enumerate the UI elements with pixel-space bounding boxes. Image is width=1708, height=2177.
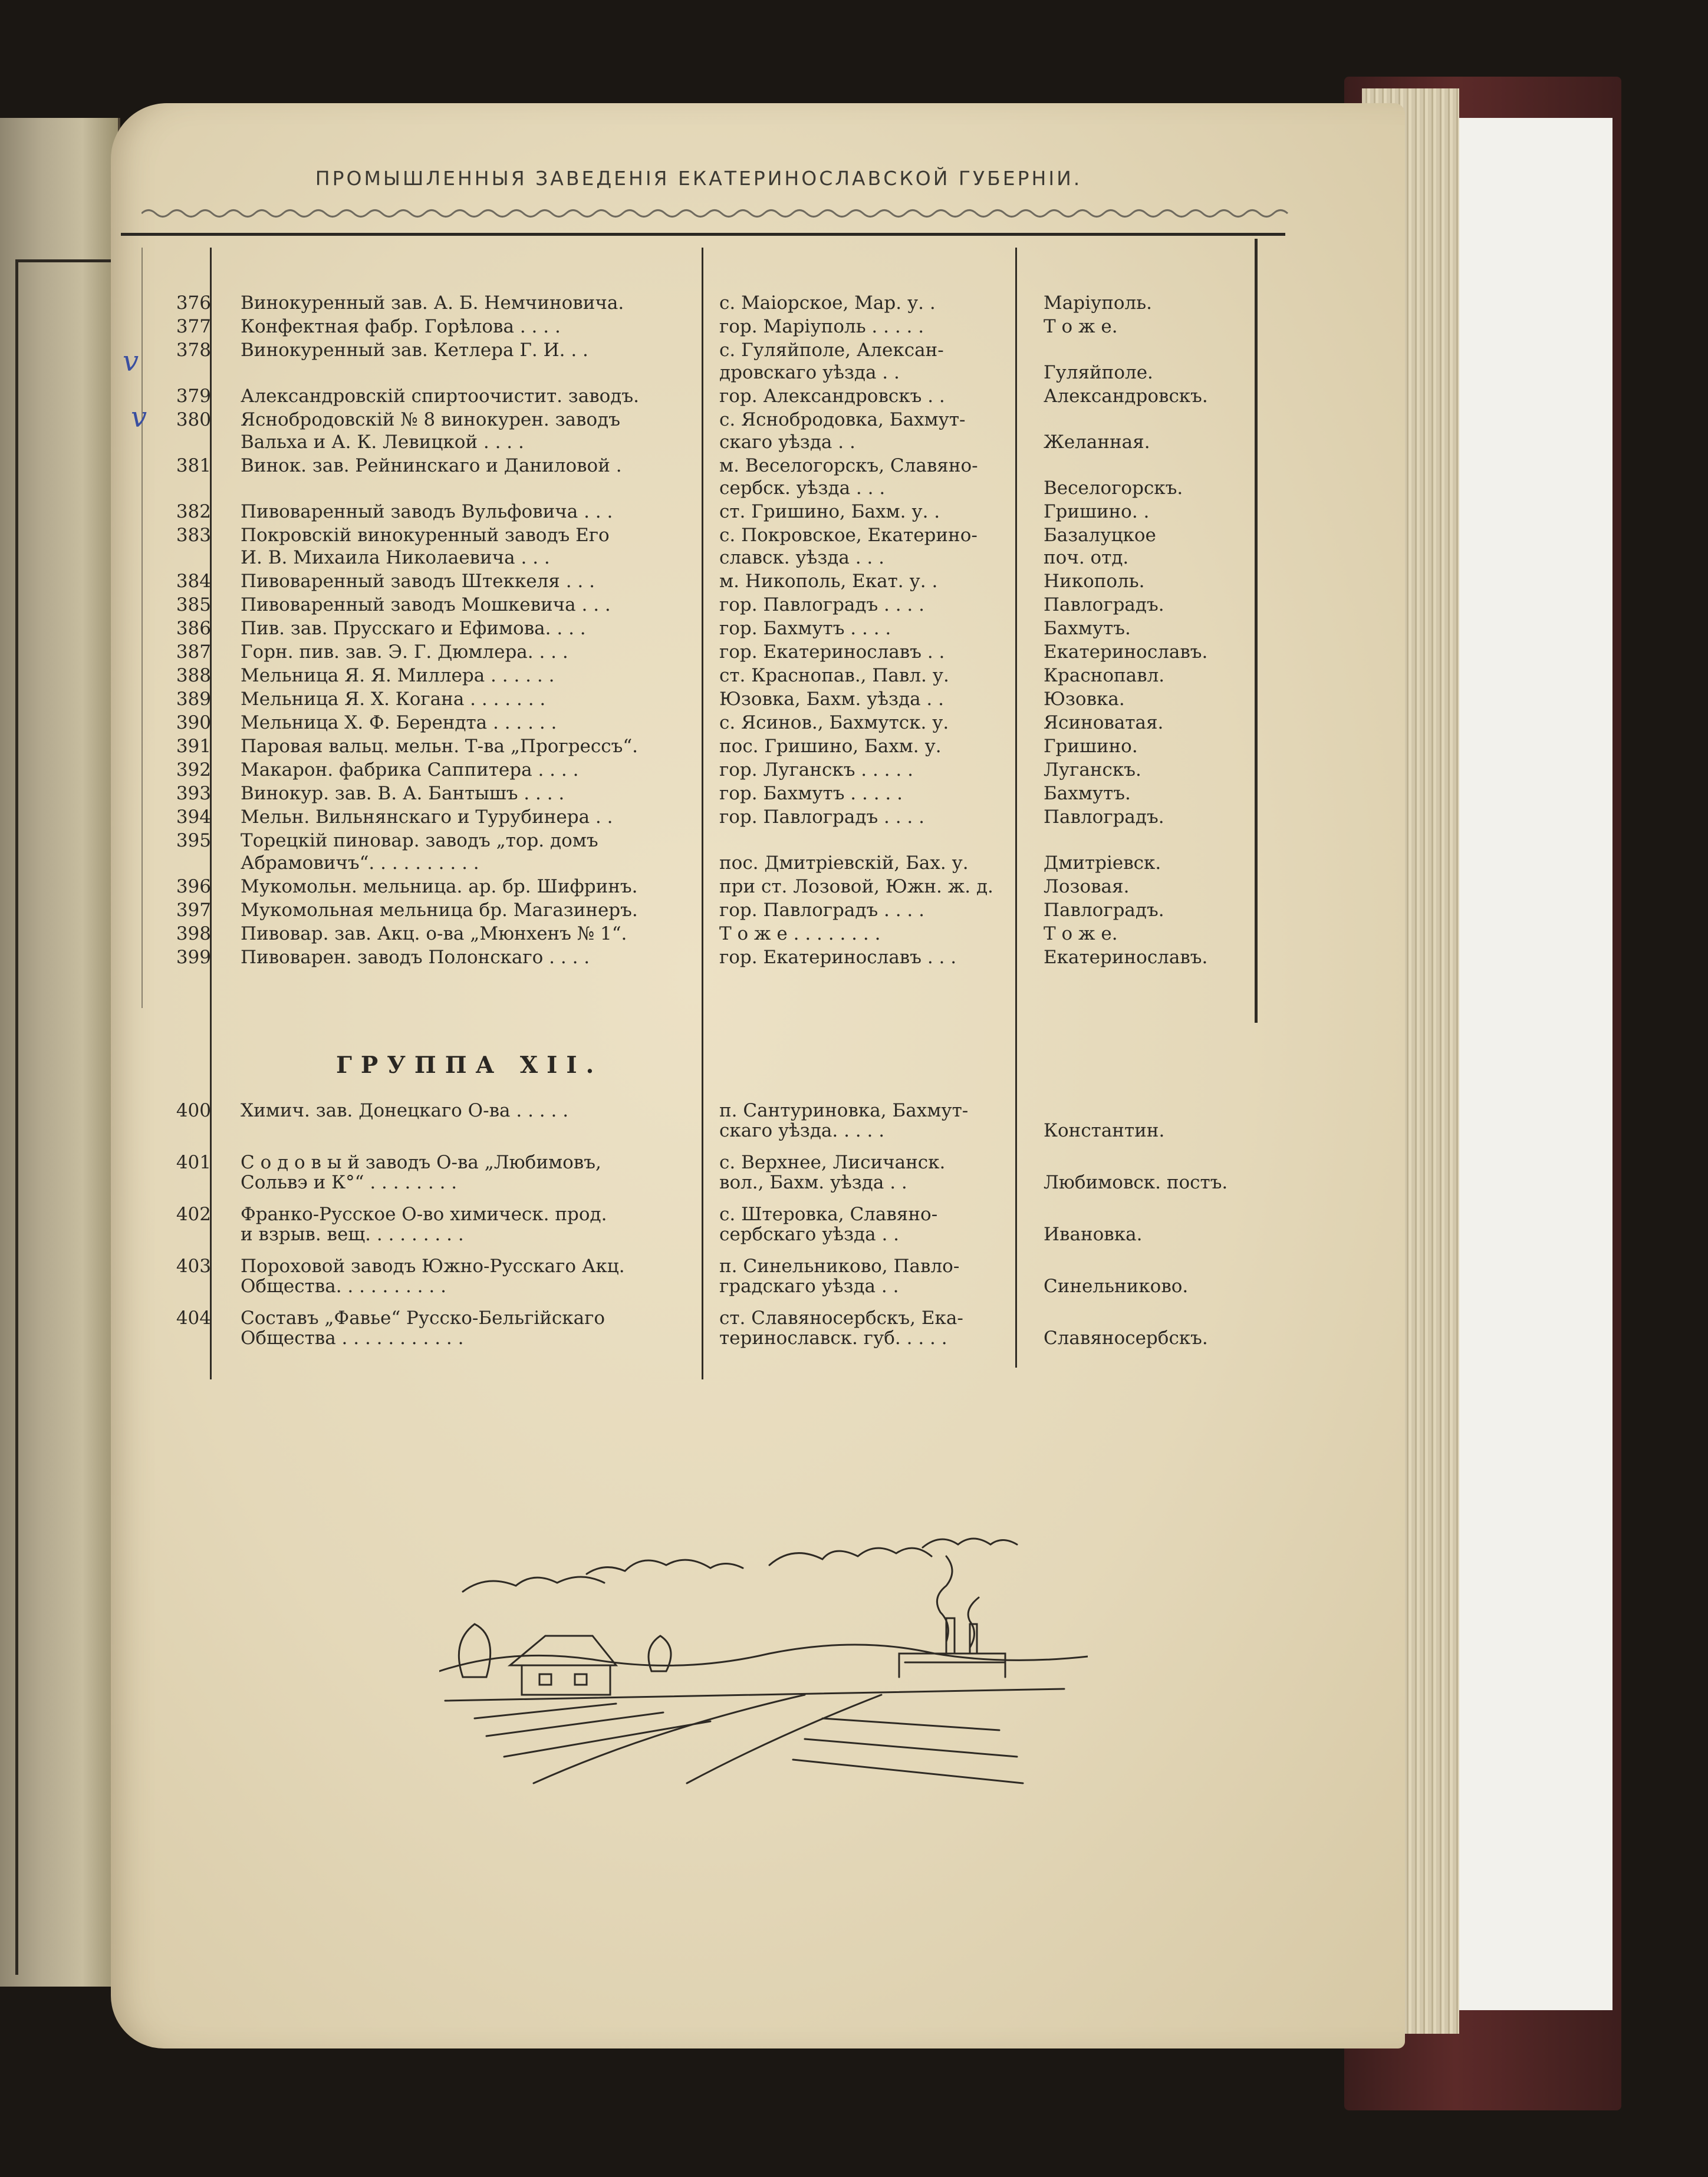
establishment-name: Мельница Х. Ф. Берендта . . . . . . <box>241 712 557 733</box>
entry-number: 393 <box>176 783 211 804</box>
establishment-location: с. Маіорское, Мар. у. . <box>719 292 936 314</box>
entry-number: 378 <box>176 340 211 361</box>
establishment-location: ст. Гришино, Бахм. у. . <box>719 501 940 522</box>
establishment-location: гор. Екатеринославъ . . <box>719 641 945 663</box>
establishment-location: с. Ясинов., Бахмутск. у. <box>719 712 949 733</box>
establishment-location: гор. Луганскъ . . . . . <box>719 759 913 780</box>
establishment-location: градскаго уѣзда . . <box>719 1276 899 1297</box>
left-page-edge <box>0 118 120 1987</box>
group-heading: ГРУППА XII. <box>336 1052 603 1079</box>
establishment-name: и взрыв. вещ. . . . . . . . . <box>241 1224 464 1245</box>
railway-station: поч. отд. <box>1044 547 1129 568</box>
railway-station: Павлоградъ. <box>1044 900 1164 921</box>
establishment-location: при ст. Лозовой, Южн. ж. д. <box>719 876 993 897</box>
establishment-location: с. Штеровка, Славяно- <box>719 1204 938 1225</box>
establishment-location: гор. Павлоградъ . . . . <box>719 900 924 921</box>
establishment-location: п. Сантуриновка, Бахмут- <box>719 1100 969 1121</box>
railway-station: Желанная. <box>1044 432 1150 453</box>
establishment-name: Мельница Я. Х. Когана . . . . . . . <box>241 689 546 710</box>
ornamental-rule <box>141 203 1291 223</box>
entry-number: 401 <box>176 1152 211 1173</box>
entry-number: 402 <box>176 1204 211 1225</box>
establishment-name: Франко-Русское О-во химическ. прод. <box>241 1204 607 1225</box>
establishment-name: Александровскій спиртоочистит. заводъ. <box>241 386 639 407</box>
establishment-location: скаго уѣзда. . . . . <box>719 1120 885 1141</box>
establishment-location: м. Никополь, Екат. у. . <box>719 571 938 592</box>
pencil-mark: v <box>123 345 139 378</box>
running-header: ПРОМЫШЛЕННЫЯ ЗАВЕДЕНІЯ ЕКАТЕРИНОСЛАВСКОЙ ГУБЕРНІИ. <box>315 167 1082 190</box>
establishment-name: Винок. зав. Рейнинскаго и Даниловой . <box>241 455 622 476</box>
establishment-location: гор. Бахмутъ . . . . . <box>719 783 903 804</box>
establishment-name: Химич. зав. Донецкаго О-ва . . . . . <box>241 1100 569 1121</box>
railway-station: Екатеринославъ. <box>1044 641 1208 663</box>
establishment-name: Пивоваренный заводъ Штеккеля . . . <box>241 571 595 592</box>
table-top-rule <box>121 233 1285 236</box>
railway-station: Бахмутъ. <box>1044 618 1131 639</box>
entry-number: 390 <box>176 712 211 733</box>
establishment-location: ст. Краснопав., Павл. у. <box>719 665 949 686</box>
establishment-location: теринославск. губ. . . . . <box>719 1328 947 1349</box>
establishment-location: с. Гуляйполе, Алексан- <box>719 340 944 361</box>
establishment-name: Общества . . . . . . . . . . . <box>241 1328 464 1349</box>
establishment-name: Покровскій винокуренный заводъ Его <box>241 525 610 546</box>
establishment-location: гор. Екатеринославъ . . . <box>719 947 957 968</box>
column-rule-name <box>702 248 703 1379</box>
entry-number: 400 <box>176 1100 211 1121</box>
entry-number: 403 <box>176 1256 211 1277</box>
establishment-name: Общества. . . . . . . . . . <box>241 1276 446 1297</box>
establishment-location: гор. Павлоградъ . . . . <box>719 806 924 828</box>
establishment-name: Пивоварен. заводъ Полонскаго . . . . <box>241 947 590 968</box>
entry-number: 381 <box>176 455 211 476</box>
entry-number: 388 <box>176 665 211 686</box>
establishment-name: Торецкій пиновар. заводъ „тор. домъ <box>241 830 598 851</box>
entry-number: 384 <box>176 571 211 592</box>
establishment-location: с. Яснобродовка, Бахмут- <box>719 409 966 430</box>
entry-number: 399 <box>176 947 211 968</box>
entry-number: 398 <box>176 923 211 944</box>
entry-number: 395 <box>176 830 211 851</box>
entry-number: 380 <box>176 409 211 430</box>
railway-station: Юзовка. <box>1044 689 1125 710</box>
railway-station: Синельниково. <box>1044 1276 1189 1297</box>
establishment-name: Макарон. фабрика Саппитера . . . . <box>241 759 579 780</box>
establishment-location: дровскаго уѣзда . . <box>719 362 900 383</box>
railway-station: Никополь. <box>1044 571 1145 592</box>
establishment-name: Составъ „Фавье“ Русско-Бельгійскаго <box>241 1307 605 1329</box>
railway-station: Ивановка. <box>1044 1224 1143 1245</box>
establishment-name: Винокур. зав. В. А. Бантышъ . . . . <box>241 783 565 804</box>
establishment-location: п. Синельниково, Павло- <box>719 1256 960 1277</box>
railway-station: Веселогорскъ. <box>1044 477 1183 499</box>
column-rule-left-edge <box>141 248 143 1008</box>
entry-number: 404 <box>176 1307 211 1329</box>
entry-number: 376 <box>176 292 211 314</box>
establishment-name: Конфектная фабр. Горѣлова . . . . <box>241 316 561 337</box>
establishment-location: с. Верхнее, Лисичанск. <box>719 1152 946 1173</box>
establishment-name: Пивоваренный заводъ Вульфовича . . . <box>241 501 613 522</box>
entry-number: 396 <box>176 876 211 897</box>
establishment-name: Винокуренный зав. А. Б. Немчиновича. <box>241 292 624 314</box>
establishment-location: вол., Бахм. уѣзда . . <box>719 1172 907 1193</box>
establishment-location: гор. Павлоградъ . . . . <box>719 594 924 615</box>
establishment-location: скаго уѣзда . . <box>719 432 855 453</box>
railway-station: Павлоградъ. <box>1044 594 1164 615</box>
railway-station: Лозовая. <box>1044 876 1130 897</box>
establishment-name: Пив. зав. Прусскаго и Ефимова. . . . <box>241 618 586 639</box>
entry-number: 389 <box>176 689 211 710</box>
establishment-location: гор. Бахмутъ . . . . <box>719 618 891 639</box>
railway-station: Екатеринославъ. <box>1044 947 1208 968</box>
establishment-name: Вальха и А. К. Левицкой . . . . <box>241 432 524 453</box>
railway-station: Павлоградъ. <box>1044 806 1164 828</box>
establishment-location: гор. Маріуполь . . . . . <box>719 316 924 337</box>
railway-station: Гуляйполе. <box>1044 362 1153 383</box>
establishment-location: сербскаго уѣзда . . <box>719 1224 900 1245</box>
entry-number: 382 <box>176 501 211 522</box>
railway-station: Т о ж е. <box>1044 316 1118 337</box>
establishment-location: Т о ж е . . . . . . . . <box>719 923 881 944</box>
establishment-location: пос. Гришино, Бахм. у. <box>719 736 942 757</box>
entry-number: 391 <box>176 736 211 757</box>
entry-number: 385 <box>176 594 211 615</box>
railway-station: Маріуполь. <box>1044 292 1152 314</box>
railway-station: Базалуцкое <box>1044 525 1156 546</box>
entry-number: 386 <box>176 618 211 639</box>
establishment-location: славск. уѣзда . . . <box>719 547 884 568</box>
pencil-mark: v <box>131 401 147 434</box>
establishment-name: Мельница Я. Я. Миллера . . . . . . <box>241 665 555 686</box>
railway-station: Александровскъ. <box>1044 386 1208 407</box>
establishment-name: Винокуренный зав. Кетлера Г. И. . . <box>241 340 588 361</box>
establishment-name: Паровая вальц. мельн. Т-ва „Прогрессъ“. <box>241 736 639 757</box>
column-rule-location <box>1015 248 1017 1368</box>
entry-number: 397 <box>176 900 211 921</box>
establishment-location: пос. Дмитріевскій, Бах. у. <box>719 852 969 874</box>
railway-station: Дмитріевск. <box>1044 852 1161 874</box>
establishment-name: Мукомольная мельница бр. Магазинеръ. <box>241 900 638 921</box>
railway-station: Гришино. . <box>1044 501 1150 522</box>
entry-number: 387 <box>176 641 211 663</box>
railway-station: Краснопавл. <box>1044 665 1165 686</box>
landscape-vignette <box>439 1524 1088 1789</box>
railway-station: Ясиноватая. <box>1044 712 1164 733</box>
background-sheet <box>1436 118 1612 2010</box>
establishment-name: И. В. Михаила Николаевича . . . <box>241 547 550 568</box>
establishment-location: м. Веселогорскъ, Славяно- <box>719 455 978 476</box>
entry-number: 392 <box>176 759 211 780</box>
entry-number: 394 <box>176 806 211 828</box>
establishment-name: Мельн. Вильнянскаго и Турубинера . . <box>241 806 613 828</box>
railway-station: Константин. <box>1044 1120 1165 1141</box>
railway-station: Бахмутъ. <box>1044 783 1131 804</box>
establishment-name: С о д о в ы й заводъ О-ва „Любимовъ, <box>241 1152 601 1173</box>
establishment-location: гор. Александровскъ . . <box>719 386 945 407</box>
establishment-location: ст. Славяносербскъ, Ека- <box>719 1307 963 1329</box>
establishment-name: Мукомольн. мельница. ар. бр. Шифринъ. <box>241 876 638 897</box>
railway-station: Любимовск. постъ. <box>1044 1172 1228 1193</box>
entry-number: 377 <box>176 316 211 337</box>
establishment-name: Пивовар. зав. Акц. о-ва „Мюнхенъ № 1“. <box>241 923 627 944</box>
entry-number: 379 <box>176 386 211 407</box>
railway-station: Т о ж е. <box>1044 923 1118 944</box>
establishment-name: Абрамовичъ“. . . . . . . . . . <box>241 852 479 874</box>
railway-station: Славяносербскъ. <box>1044 1328 1208 1349</box>
establishment-location: Юзовка, Бахм. уѣзда . . <box>719 689 944 710</box>
establishment-name: Пороховой заводъ Южно-Русскаго Акц. <box>241 1256 625 1277</box>
railway-station: Луганскъ. <box>1044 759 1141 780</box>
establishment-name: Горн. пив. зав. Э. Г. Дюмлера. . . . <box>241 641 568 663</box>
railway-station: Гришино. <box>1044 736 1138 757</box>
entry-number: 383 <box>176 525 211 546</box>
establishment-location: с. Покровское, Екатерино- <box>719 525 978 546</box>
establishment-location: сербск. уѣзда . . . <box>719 477 886 499</box>
establishment-name: Яснобродовскій № 8 винокурен. заводъ <box>241 409 620 430</box>
establishment-name: Пивоваренный заводъ Мошкевича . . . <box>241 594 611 615</box>
establishment-name: Сольвэ и К°“ . . . . . . . . <box>241 1172 458 1193</box>
